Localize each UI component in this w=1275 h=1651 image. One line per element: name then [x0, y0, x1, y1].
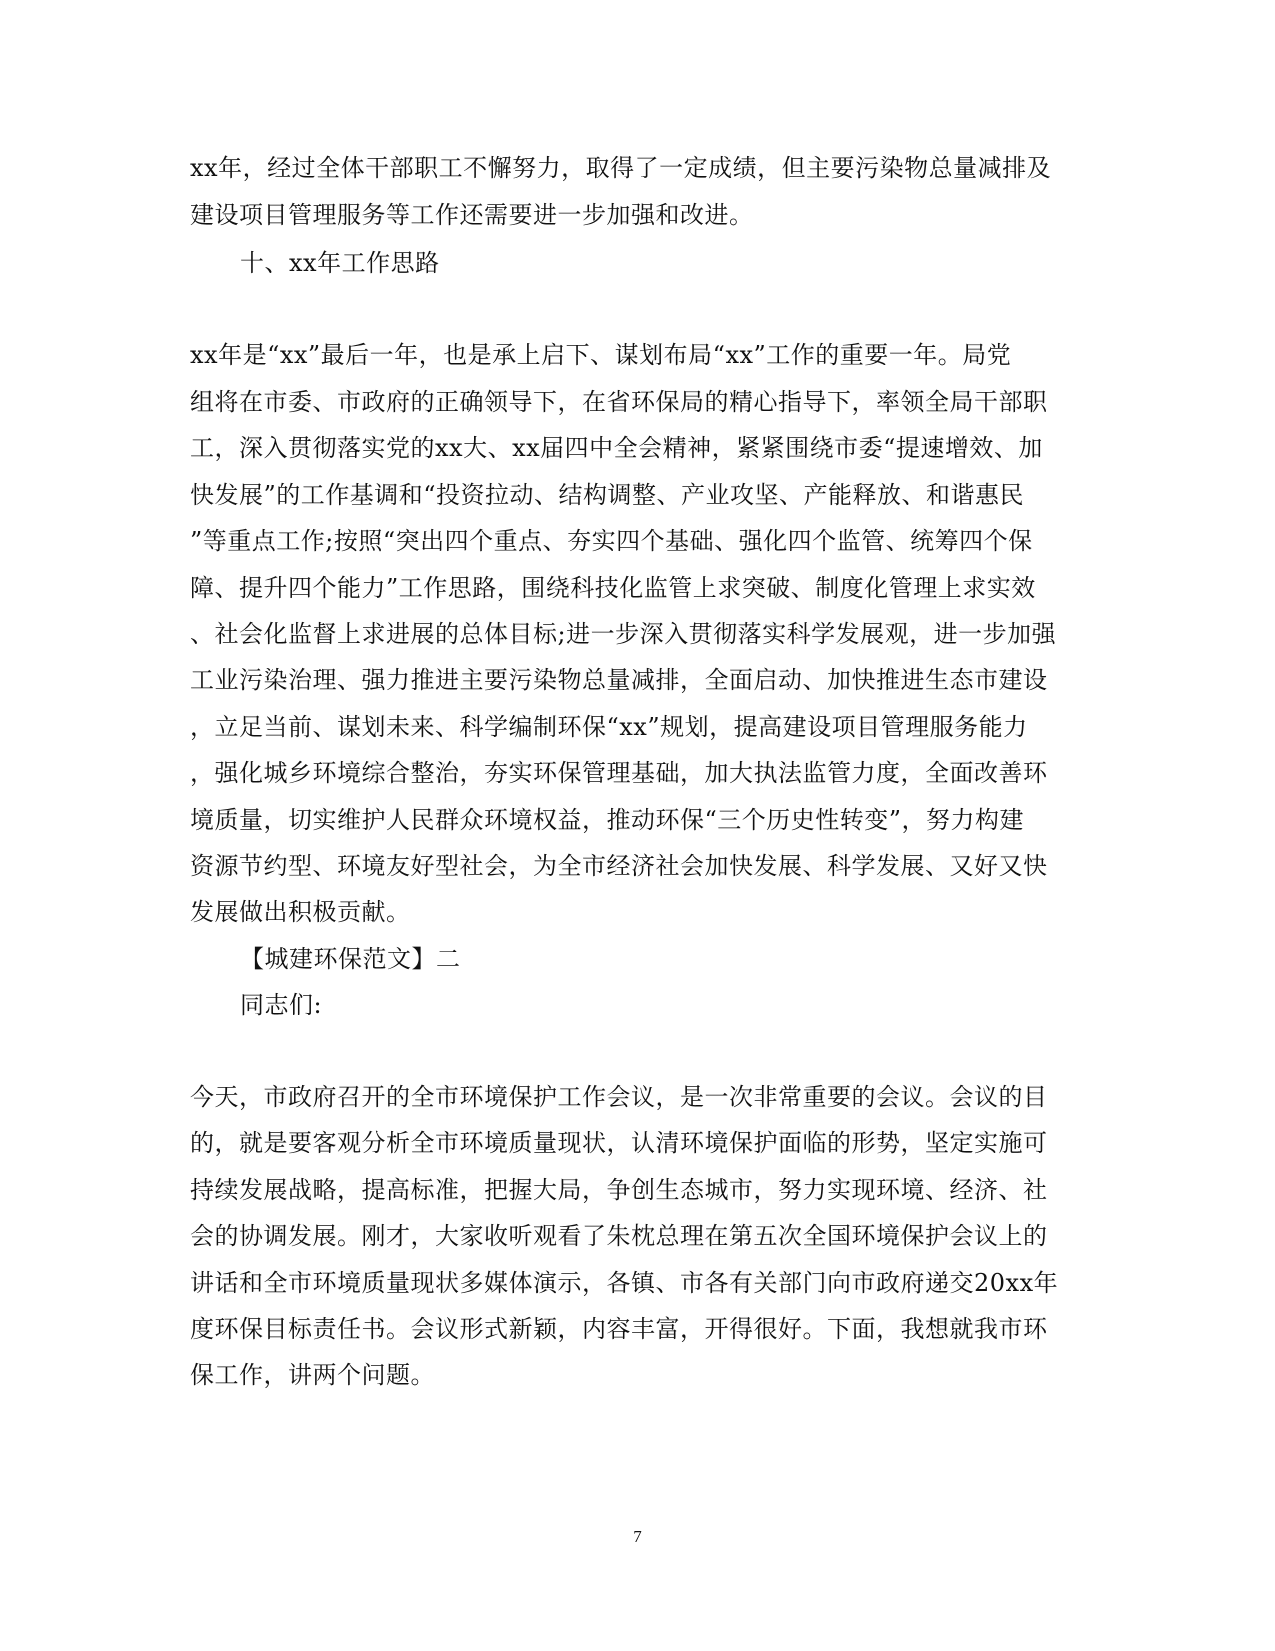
text-line: 会的协调发展。刚才，大家收听观看了朱枕总理在第五次全国环境保护会议上的 — [190, 1222, 1048, 1250]
text-line: ”等重点工作;按照“突出四个重点、夯实四个基础、强化四个监管、统筹四个保 — [190, 527, 1033, 555]
section-heading: 【城建环保范文】二 — [240, 945, 461, 973]
section-heading: 十、xx年工作思路 — [240, 249, 440, 277]
text-line: 建设项目管理服务等工作还需要进一步加强和改进。 — [190, 201, 754, 229]
text-line: 讲话和全市环境质量现状多媒体演示，各镇、市各有关部门向市政府递交20xx年 — [190, 1269, 1059, 1297]
text-line: 度环保目标责任书。会议形式新颖，内容丰富，开得很好。下面，我想就我市环 — [190, 1315, 1048, 1343]
text-line: 保工作，讲两个问题。 — [190, 1361, 435, 1389]
text-line: 今天，市政府召开的全市环境保护工作会议，是一次非常重要的会议。会议的目 — [190, 1083, 1048, 1111]
text-line: 资源节约型、环境友好型社会，为全市经济社会加快发展、科学发展、又好又快 — [190, 852, 1048, 880]
text-line: xx年，经过全体干部职工不懈努力，取得了一定成绩，但主要污染物总量减排及 — [190, 154, 1052, 182]
text-line: 发展做出积极贡献。 — [190, 898, 411, 926]
salutation: 同志们: — [240, 991, 323, 1019]
text-line: ，强化城乡环境综合整治，夯实环保管理基础，加大执法监管力度，全面改善环 — [190, 759, 1048, 787]
text-line: 境质量，切实维护人民群众环境权益，推动环保“三个历史性转变”，努力构建 — [190, 806, 1025, 834]
text-line: 持续发展战略，提高标准，把握大局，争创生态城市，努力实现环境、经济、社 — [190, 1176, 1048, 1204]
text-line: 快发展”的工作基调和“投资拉动、结构调整、产业攻坚、产能释放、和谐惠民 — [190, 481, 1025, 509]
text-line: ，立足当前、谋划未来、科学编制环保“xx”规划，提高建设项目管理服务能力 — [190, 713, 1028, 741]
text-line: 、社会化监督上求进展的总体目标;进一步深入贯彻落实科学发展观，进一步加强 — [190, 620, 1057, 648]
text-line: 障、提升四个能力”工作思路，围绕科技化监管上求突破、制度化管理上求实效 — [190, 574, 1036, 602]
text-line: 工，深入贯彻落实党的xx大、xx届四中全会精神，紧紧围绕市委“提速增效、加 — [190, 434, 1043, 462]
text-line: 组将在市委、市政府的正确领导下，在省环保局的精心指导下，率领全局干部职 — [190, 388, 1048, 416]
text-line: xx年是“xx”最后一年，也是承上启下、谋划布局“xx”工作的重要一年。局党 — [190, 341, 1012, 369]
page-number: 7 — [633, 1527, 642, 1546]
text-line: 的，就是要客观分析全市环境质量现状，认清环境保护面临的形势，坚定实施可 — [190, 1129, 1048, 1157]
text-line: 工业污染治理、强力推进主要污染物总量减排，全面启动、加快推进生态市建设 — [190, 666, 1048, 694]
